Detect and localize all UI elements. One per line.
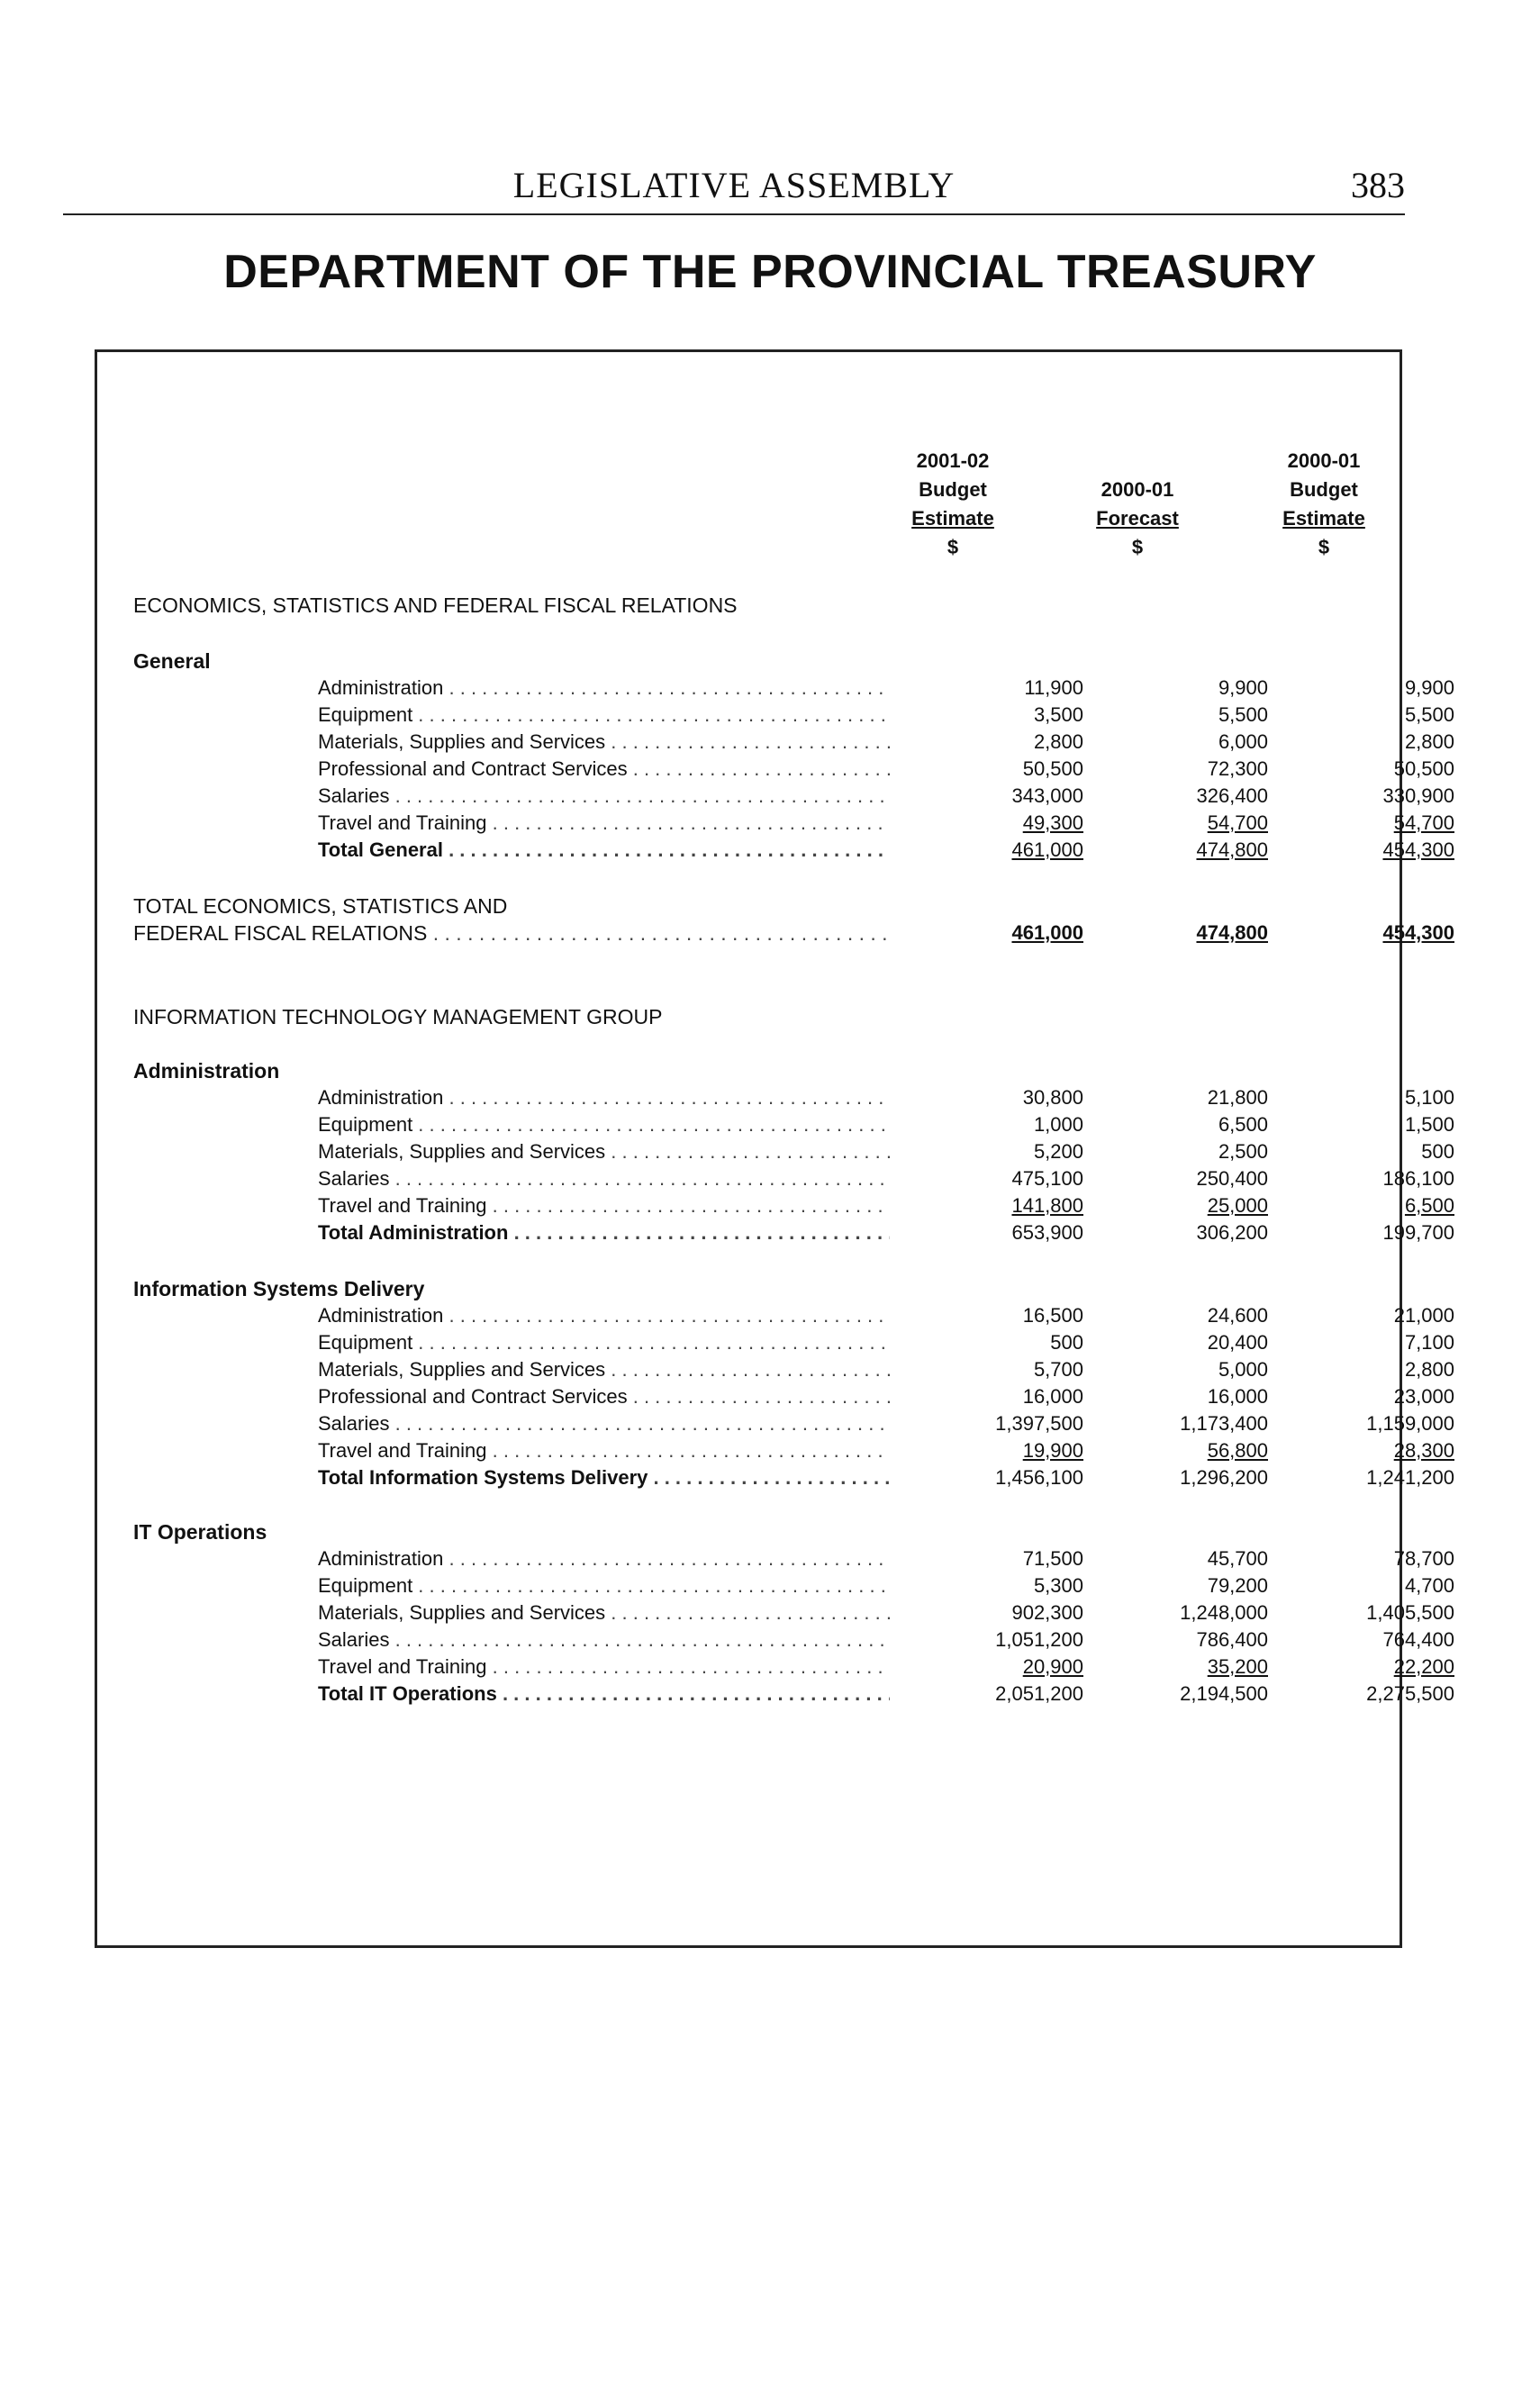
value-2000-01-estimate: 2,800 <box>1404 730 1454 753</box>
value-2000-01-forecast: 474,800 <box>1196 921 1268 944</box>
row-label: Administration . . . <box>318 1304 890 1327</box>
col2-unit: $ <box>1131 536 1144 558</box>
value-2000-01-estimate: 78,700 <box>1393 1547 1454 1570</box>
estimates-table <box>95 349 1454 1948</box>
col3-type: Budget <box>1290 478 1358 501</box>
value-2001-02-estimate: 5,200 <box>1033 1140 1083 1163</box>
grand-total-label-line2: FEDERAL FISCAL RELATIONS . . . <box>133 921 890 946</box>
col2-kind: Forecast <box>1096 507 1179 530</box>
row-label: Salaries . . . <box>318 1167 890 1191</box>
value-2001-02-estimate: 2,800 <box>1033 730 1083 753</box>
value-2000-01-forecast: 250,400 <box>1196 1167 1268 1190</box>
value-2000-01-forecast: 306,200 <box>1196 1221 1268 1244</box>
value-2000-01-forecast: 56,800 <box>1207 1439 1268 1462</box>
value-2000-01-estimate: 28,300 <box>1393 1439 1454 1462</box>
col1-kind: Estimate <box>911 507 994 530</box>
group-title: Information Systems Delivery <box>133 1277 425 1300</box>
row-label: Total Information Systems Delivery . . . <box>318 1466 890 1490</box>
value-2000-01-forecast: 20,400 <box>1207 1331 1268 1354</box>
value-2000-01-forecast: 45,700 <box>1207 1547 1268 1570</box>
value-2000-01-estimate: 7,100 <box>1404 1331 1454 1354</box>
value-2000-01-estimate: 764,400 <box>1382 1628 1454 1651</box>
running-header <box>63 164 1405 211</box>
value-2001-02-estimate: 141,800 <box>1011 1194 1083 1217</box>
value-2001-02-estimate: 2,051,200 <box>995 1682 1083 1705</box>
value-2000-01-estimate: 454,300 <box>1382 838 1454 861</box>
page-number: 383 <box>1351 165 1405 205</box>
row-label: Professional and Contract Services . . . <box>318 1385 890 1409</box>
value-2001-02-estimate: 902,300 <box>1011 1601 1083 1624</box>
header-rule <box>63 213 1405 215</box>
row-label: Salaries . . . <box>318 1412 890 1436</box>
row-label: Total General . . . <box>318 838 890 862</box>
department-title: DEPARTMENT OF THE PROVINCIAL TREASURY <box>223 246 1317 298</box>
row-label: Administration . . . <box>318 676 890 700</box>
value-2000-01-forecast: 9,900 <box>1218 676 1268 699</box>
row-label: Salaries . . . <box>318 1628 890 1652</box>
row-label: Equipment . . . <box>318 703 890 727</box>
value-2001-02-estimate: 20,900 <box>1022 1655 1083 1678</box>
col3-unit: $ <box>1318 536 1330 558</box>
value-2000-01-forecast: 5,500 <box>1218 703 1268 726</box>
value-2000-01-estimate: 1,405,500 <box>1366 1601 1454 1624</box>
col3-kind: Estimate <box>1282 507 1365 530</box>
group-title: General <box>133 649 211 673</box>
col3-year: 2000-01 <box>1287 449 1361 472</box>
value-2000-01-estimate: 1,500 <box>1404 1113 1454 1136</box>
row-label: Equipment . . . <box>318 1574 890 1598</box>
col1-type: Budget <box>919 478 987 501</box>
value-2000-01-forecast: 35,200 <box>1207 1655 1268 1678</box>
value-2000-01-forecast: 6,000 <box>1218 730 1268 753</box>
row-label: Materials, Supplies and Services . . . <box>318 730 890 754</box>
value-2001-02-estimate: 19,900 <box>1022 1439 1083 1462</box>
value-2000-01-estimate: 22,200 <box>1393 1655 1454 1678</box>
col1-year: 2001-02 <box>916 449 990 472</box>
row-label: Travel and Training . . . <box>318 1439 890 1463</box>
value-2000-01-estimate: 186,100 <box>1382 1167 1454 1190</box>
col2-year: 2000-01 <box>1101 478 1174 501</box>
row-label: Materials, Supplies and Services . . . <box>318 1601 890 1625</box>
value-2000-01-estimate: 21,000 <box>1393 1304 1454 1327</box>
value-2000-01-estimate: 199,700 <box>1382 1221 1454 1244</box>
value-2001-02-estimate: 16,500 <box>1022 1304 1083 1327</box>
value-2000-01-forecast: 25,000 <box>1207 1194 1268 1217</box>
row-label: Travel and Training . . . <box>318 1655 890 1679</box>
value-2001-02-estimate: 653,900 <box>1011 1221 1083 1244</box>
value-2000-01-forecast: 21,800 <box>1207 1086 1268 1109</box>
row-label: Travel and Training . . . <box>318 1194 890 1218</box>
value-2001-02-estimate: 3,500 <box>1033 703 1083 726</box>
value-2000-01-forecast: 54,700 <box>1207 811 1268 834</box>
value-2001-02-estimate: 475,100 <box>1011 1167 1083 1190</box>
value-2001-02-estimate: 50,500 <box>1022 757 1083 780</box>
group-title: Administration <box>133 1059 280 1083</box>
value-2000-01-forecast: 1,248,000 <box>1180 1601 1268 1624</box>
value-2001-02-estimate: 49,300 <box>1022 811 1083 834</box>
value-2000-01-forecast: 79,200 <box>1207 1574 1268 1597</box>
value-2001-02-estimate: 1,397,500 <box>995 1412 1083 1435</box>
row-label: Travel and Training . . . <box>318 811 890 835</box>
section-title: ECONOMICS, STATISTICS AND FEDERAL FISCAL RELATIONS <box>133 593 738 617</box>
value-2000-01-estimate: 454,300 <box>1382 921 1454 944</box>
value-2000-01-forecast: 474,800 <box>1196 838 1268 861</box>
row-label: Materials, Supplies and Services . . . <box>318 1358 890 1382</box>
value-2001-02-estimate: 1,456,100 <box>995 1466 1083 1489</box>
value-2000-01-estimate: 50,500 <box>1393 757 1454 780</box>
value-2000-01-estimate: 1,159,000 <box>1366 1412 1454 1435</box>
value-2000-01-forecast: 5,000 <box>1218 1358 1268 1381</box>
row-label: Equipment . . . <box>318 1113 890 1137</box>
row-label: Administration . . . <box>318 1086 890 1110</box>
row-label: Total IT Operations . . . <box>318 1682 890 1706</box>
value-2001-02-estimate: 16,000 <box>1022 1385 1083 1408</box>
value-2001-02-estimate: 461,000 <box>1011 921 1083 944</box>
value-2000-01-estimate: 1,241,200 <box>1366 1466 1454 1489</box>
value-2000-01-forecast: 6,500 <box>1218 1113 1268 1136</box>
value-2001-02-estimate: 5,700 <box>1033 1358 1083 1381</box>
value-2000-01-forecast: 24,600 <box>1207 1304 1268 1327</box>
col1-unit: $ <box>947 536 959 558</box>
value-2001-02-estimate: 5,300 <box>1033 1574 1083 1597</box>
value-2000-01-forecast: 72,300 <box>1207 757 1268 780</box>
value-2000-01-forecast: 16,000 <box>1207 1385 1268 1408</box>
value-2000-01-estimate: 5,100 <box>1404 1086 1454 1109</box>
section-title: INFORMATION TECHNOLOGY MANAGEMENT GROUP <box>133 1005 663 1028</box>
row-label: Materials, Supplies and Services . . . <box>318 1140 890 1164</box>
value-2000-01-estimate: 5,500 <box>1404 703 1454 726</box>
value-2001-02-estimate: 461,000 <box>1011 838 1083 861</box>
value-2001-02-estimate: 11,900 <box>1024 676 1083 699</box>
value-2000-01-estimate: 2,800 <box>1404 1358 1454 1381</box>
value-2000-01-estimate: 2,275,500 <box>1366 1682 1454 1705</box>
group-title: IT Operations <box>133 1520 267 1544</box>
value-2000-01-estimate: 9,900 <box>1404 676 1454 699</box>
value-2001-02-estimate: 30,800 <box>1022 1086 1083 1109</box>
row-label: Salaries . . . <box>318 784 890 808</box>
value-2000-01-forecast: 786,400 <box>1196 1628 1268 1651</box>
value-2000-01-estimate: 4,700 <box>1404 1574 1454 1597</box>
value-2000-01-forecast: 326,400 <box>1196 784 1268 807</box>
row-label: Total Administration . . . <box>318 1221 890 1245</box>
value-2000-01-estimate: 330,900 <box>1382 784 1454 807</box>
value-2000-01-forecast: 1,173,400 <box>1180 1412 1268 1435</box>
value-2000-01-estimate: 54,700 <box>1393 811 1454 834</box>
value-2000-01-estimate: 6,500 <box>1404 1194 1454 1217</box>
row-label: Administration . . . <box>318 1547 890 1571</box>
value-2000-01-estimate: 23,000 <box>1393 1385 1454 1408</box>
value-2001-02-estimate: 1,051,200 <box>995 1628 1083 1651</box>
value-2000-01-estimate: 500 <box>1421 1140 1454 1163</box>
value-2000-01-forecast: 2,500 <box>1218 1140 1268 1163</box>
value-2000-01-forecast: 1,296,200 <box>1180 1466 1268 1489</box>
value-2001-02-estimate: 1,000 <box>1033 1113 1083 1136</box>
row-label: Professional and Contract Services . . . <box>318 757 890 781</box>
row-label: Equipment . . . <box>318 1331 890 1355</box>
value-2001-02-estimate: 500 <box>1050 1331 1083 1354</box>
value-2001-02-estimate: 343,000 <box>1011 784 1083 807</box>
value-2001-02-estimate: 71,500 <box>1022 1547 1083 1570</box>
header-title: LEGISLATIVE ASSEMBLY <box>512 165 956 205</box>
value-2000-01-forecast: 2,194,500 <box>1180 1682 1268 1705</box>
grand-total-label-line1: TOTAL ECONOMICS, STATISTICS AND <box>133 894 508 918</box>
